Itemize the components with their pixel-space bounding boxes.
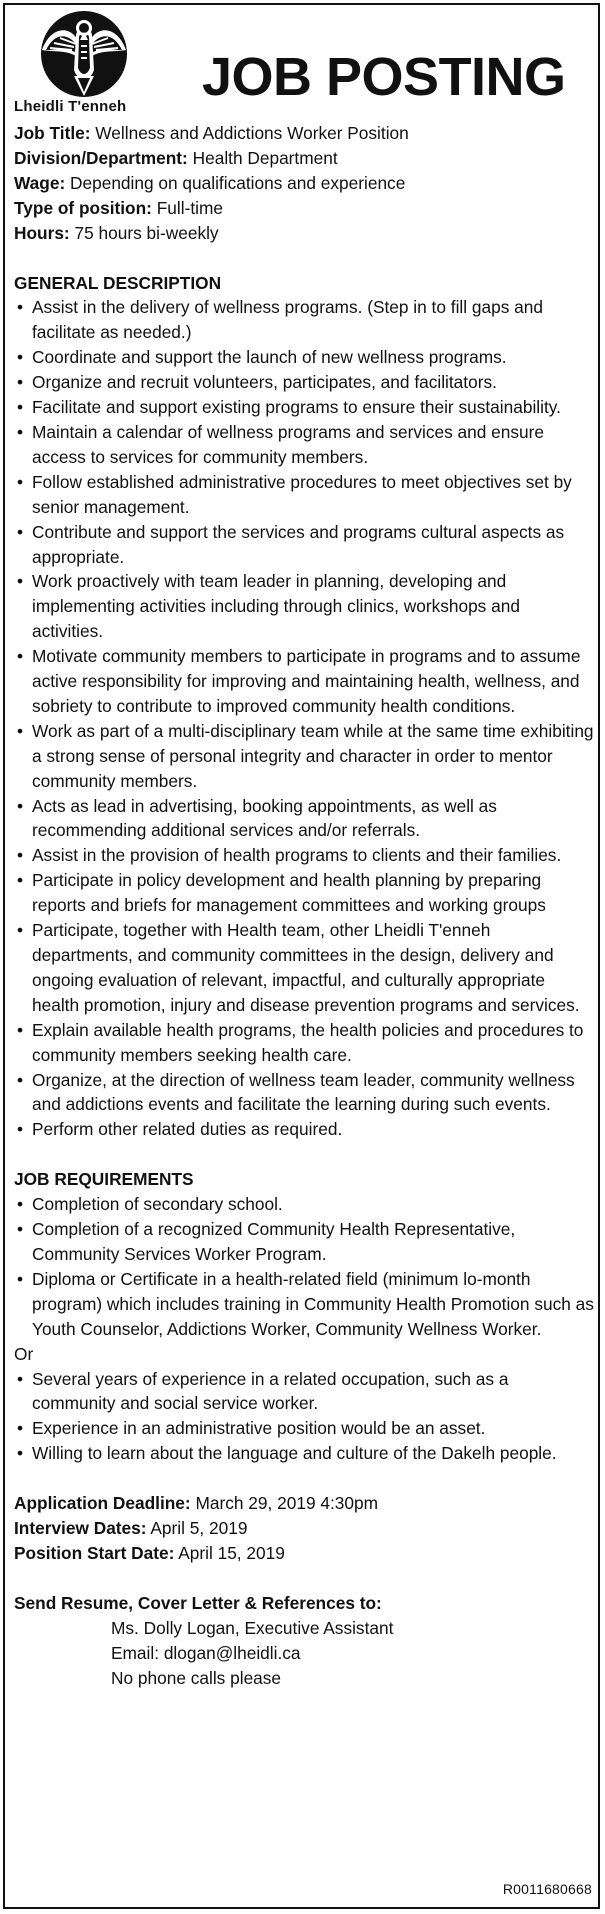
deadline-row [14, 1491, 594, 1516]
start-date-row [14, 1541, 594, 1566]
field-label: Wage: [14, 172, 66, 193]
list-item: • Assist in the provision of health programs to clients and their families. [14, 843, 594, 868]
job-title-row [14, 121, 594, 146]
list-item: • Experience in an administrative position would be an asset. [14, 1416, 594, 1441]
key-dates [14, 1491, 594, 1566]
or-separator: Or [14, 1343, 34, 1364]
contact-email: Email: dlogan@lheidli.ca [111, 1642, 301, 1663]
list-item: • Coordinate and support the launch of new wellness programs. [14, 345, 594, 370]
list-item: • Work as part of a multi-disciplinary team while at the same time exhibiting a strong sense of personal integrity and character in order to mentor community members. [14, 719, 594, 794]
list-item: • Acts as lead in advertising, booking appointments, as well as recommending additional services and/or referrals. [14, 794, 594, 844]
list-item: • Explain available health programs, the health policies and procedures to community members seeking health care. [14, 1018, 594, 1068]
list-item: • Perform other related duties as required. [14, 1117, 594, 1142]
list-item: • Completion of secondary school. [14, 1192, 594, 1217]
eagle-logo-icon [32, 10, 136, 98]
posting-body [14, 121, 594, 1690]
logo-wordmark: Lheidli T'enneh [14, 98, 127, 115]
list-item: • Motivate community members to participate in programs and to assume active responsibility for improving and maintaining health, wellness, and sobriety to contribute to improved community health conditions. [14, 644, 594, 719]
list-item: • Contribute and support the services and programs cultural aspects as appropriate. [14, 520, 594, 570]
list-item: • Facilitate and support existing programs to ensure their sustainability. [14, 395, 594, 420]
requirements-alt-list [14, 1367, 594, 1467]
contact-name: Ms. Dolly Logan, Executive Assistant [111, 1617, 394, 1638]
date-value: April 5, 2019 [146, 1518, 248, 1539]
list-item: • Work proactively with team leader in planning, developing and implementing activities including through clinics, workshops and activities. [14, 569, 594, 644]
list-item: • Willing to learn about the language and culture of the Dakelh people. [14, 1441, 594, 1466]
general-description-heading: GENERAL DESCRIPTION [14, 272, 222, 293]
list-item: • Participate in policy development and health planning by preparing reports and briefs for management committees and working groups [14, 868, 594, 918]
list-item: • Assist in the delivery of wellness programs. (Step in to fill gaps and facilitate as needed.) [14, 295, 594, 345]
list-item: • Organize and recruit volunteers, participates, and facilitators. [14, 370, 594, 395]
list-item: • Maintain a calendar of wellness programs and services and ensure access to services for community members. [14, 420, 594, 470]
send-heading: Send Resume, Cover Letter & References to: [14, 1592, 382, 1613]
list-item: • Completion of a recognized Community Health Representative, Community Services Worker Program. [14, 1217, 594, 1267]
page-title: JOB POSTING [202, 47, 566, 107]
list-item: • Diploma or Certificate in a health-related field (minimum lo-month program) which includes training in Community Health Promotion such as Youth Counselor, Addictions Worker, Community Wellness Worker. [14, 1267, 594, 1342]
date-label: Position Start Date: [14, 1542, 175, 1563]
job-details [14, 121, 594, 246]
field-value: Wellness and Addictions Worker Position [90, 123, 409, 143]
position-type-row [14, 196, 594, 221]
reference-code: R0011680668 [502, 1881, 592, 1897]
field-label: Type of position: [14, 197, 152, 218]
list-item: • Follow established administrative procedures to meet objectives set by senior management. [14, 470, 594, 520]
general-description-list [14, 295, 594, 1142]
field-value: Full-time [151, 197, 223, 218]
department-row [14, 146, 594, 171]
list-item: • Organize, at the direction of wellness team leader, community wellness and addictions events and facilitate the learning during such events. [14, 1068, 594, 1118]
send-to [14, 1591, 594, 1691]
field-value: Depending on qualifications and experience [65, 172, 406, 193]
field-value: 75 hours bi-weekly [69, 222, 219, 243]
date-label: Interview Dates: [14, 1518, 147, 1539]
interview-row [14, 1516, 594, 1541]
date-label: Application Deadline: [14, 1493, 191, 1514]
date-value: March 29, 2019 4:30pm [190, 1493, 378, 1514]
header [12, 10, 592, 135]
date-value: April 15, 2019 [174, 1542, 285, 1563]
field-label: Division/Department: [14, 147, 188, 168]
list-item: • Several years of experience in a related occupation, such as a community and social service worker. [14, 1367, 594, 1417]
field-label: Job Title: [14, 123, 91, 143]
contact-note: No phone calls please [111, 1667, 282, 1688]
list-item: • Participate, together with Health team, other Lheidli T'enneh departments, and community committees in the design, delivery and ongoing evaluation of relevant, impactful, and culturally appropriate health promotion, injury and disease prevention programs and services. [14, 918, 594, 1018]
field-label: Hours: [14, 222, 70, 243]
job-requirements-heading: JOB REQUIREMENTS [14, 1169, 194, 1190]
logo [12, 10, 162, 128]
requirements-list [14, 1192, 594, 1341]
field-value: Health Department [187, 147, 338, 168]
hours-row [14, 221, 594, 246]
wage-row [14, 171, 594, 196]
